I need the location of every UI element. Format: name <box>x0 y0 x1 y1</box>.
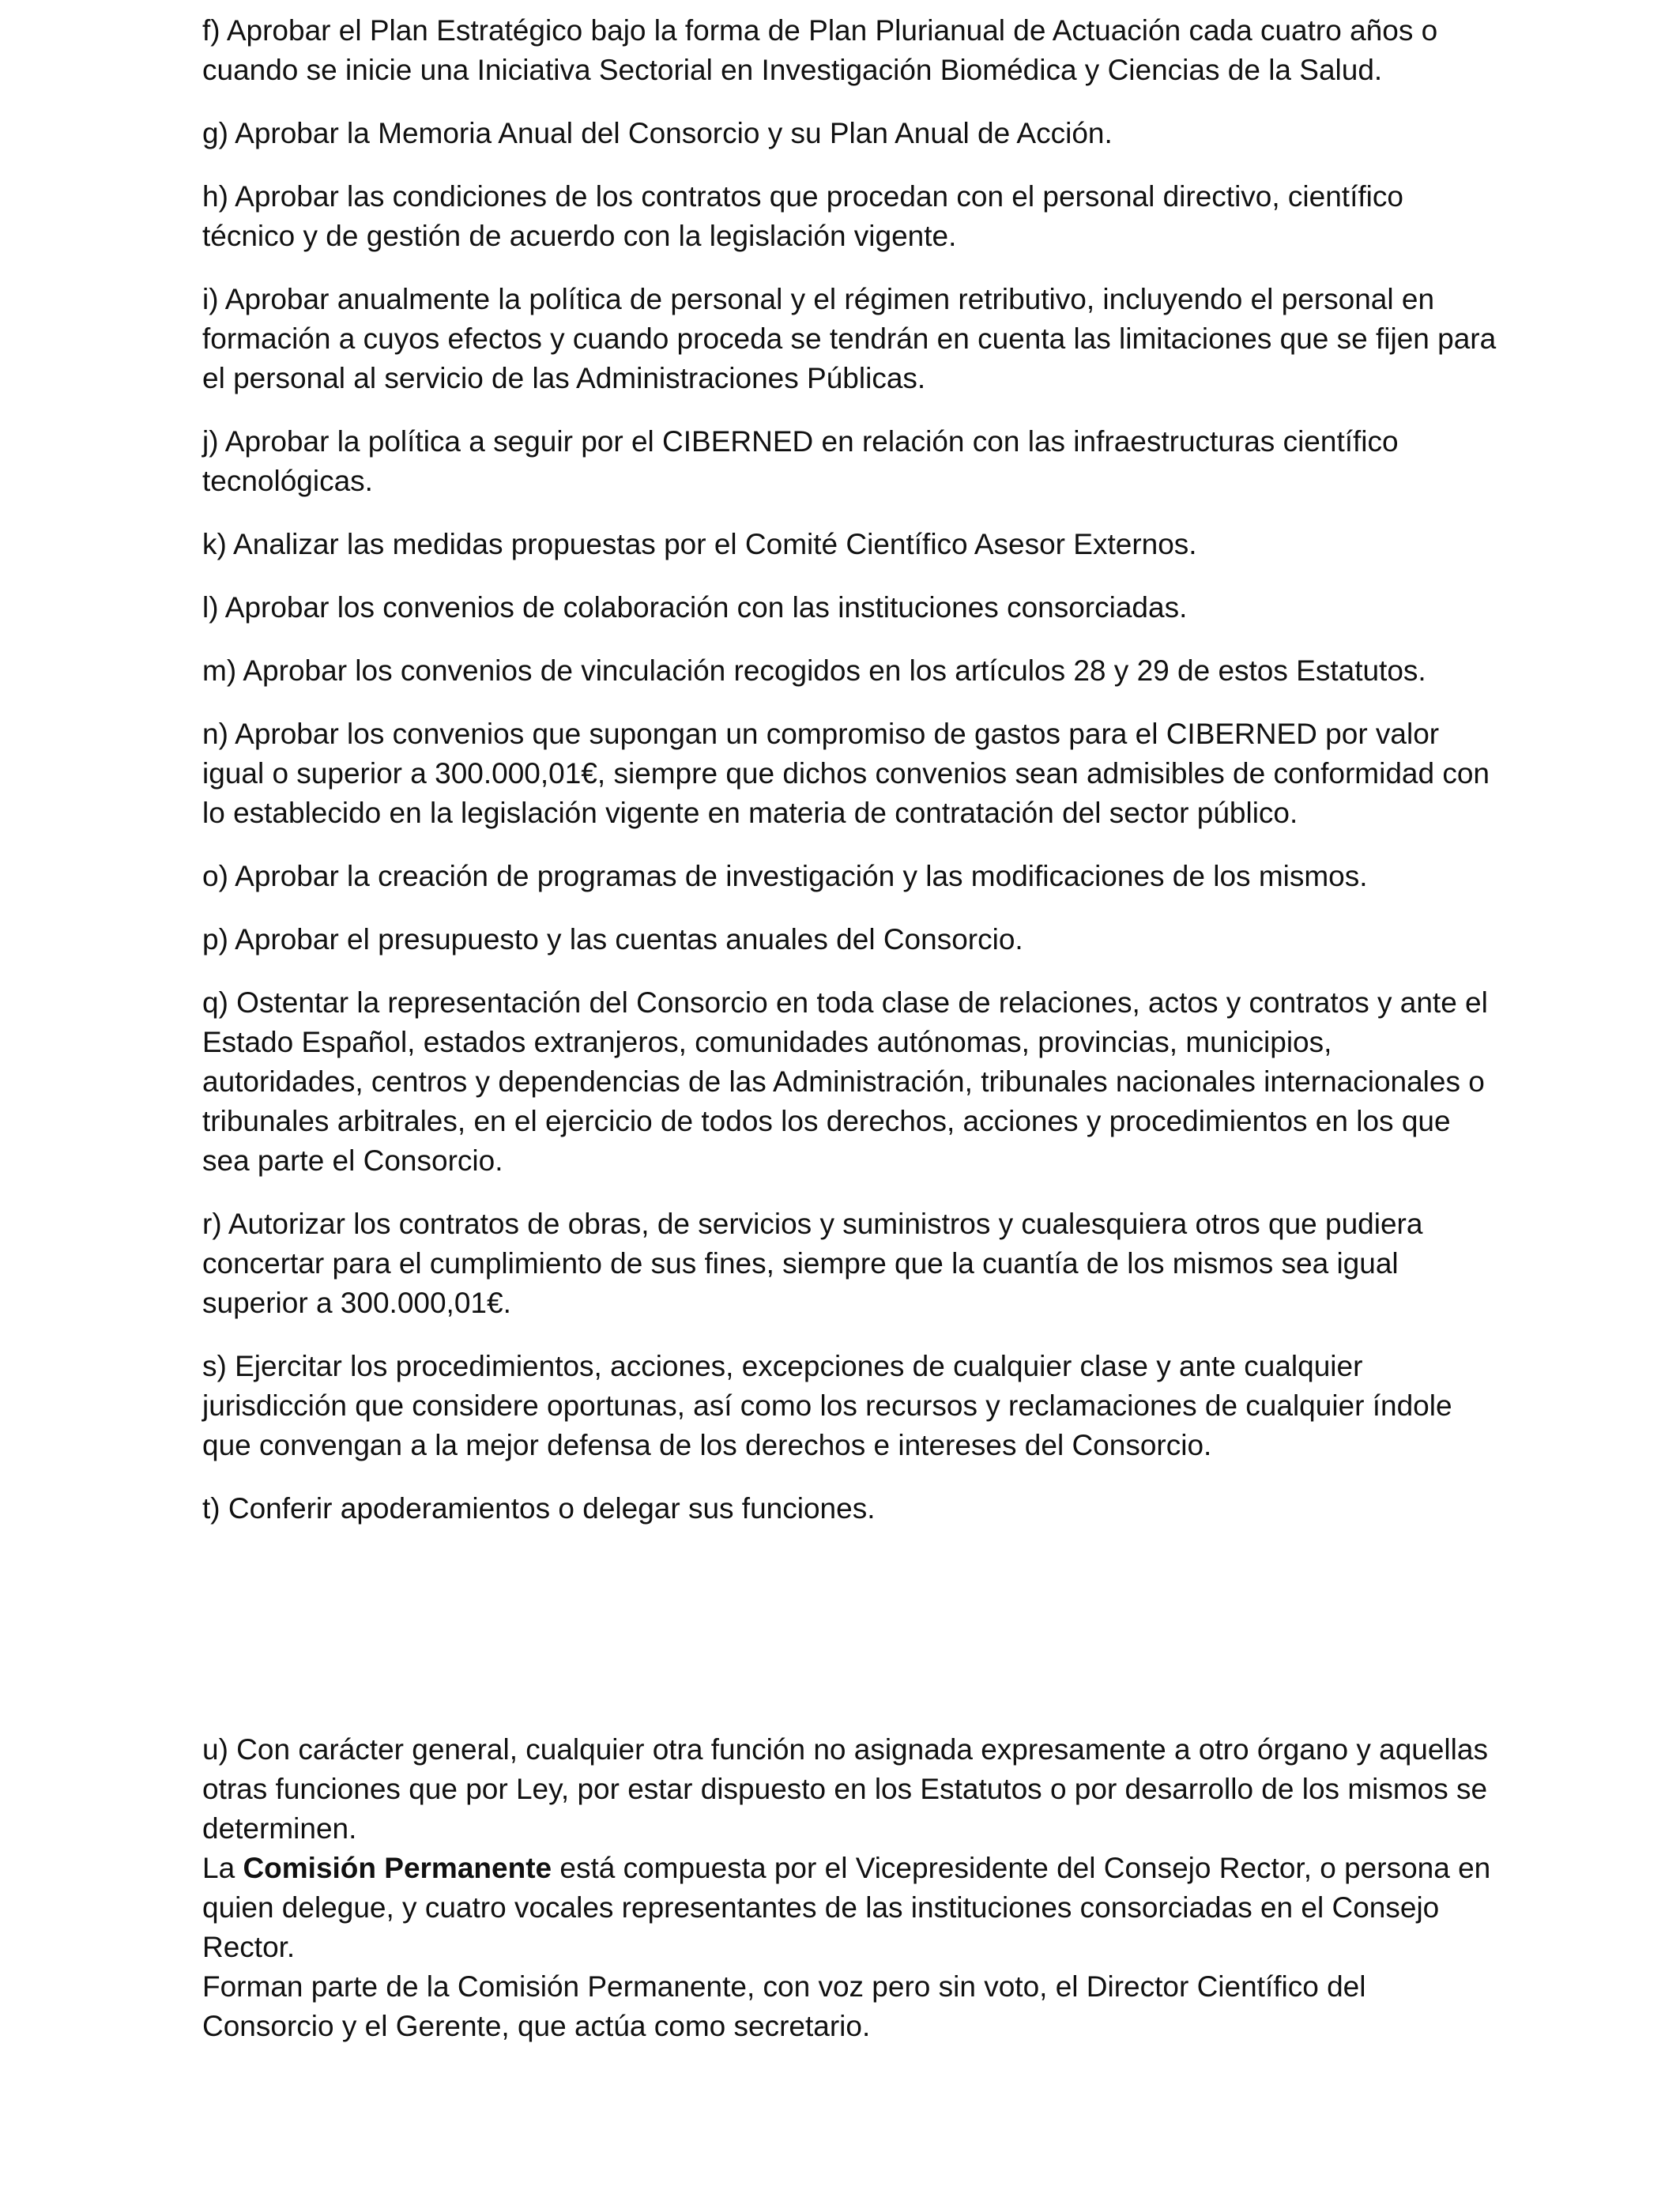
item-r: r) Autorizar los contratos de obras, de servicios y suministros y cualesquiera otros que pudiera concertar para el cumplimiento de sus fines, siempre que la cuantía de los mismos sea igual superior a 300.000,01€. <box>202 1208 1423 1319</box>
item-k: k) Analizar las medidas propuestas por el Comité Científico Asesor Externos. <box>202 528 1197 560</box>
item-l: l) Aprobar los convenios de colaboración con las instituciones consorciadas. <box>202 591 1188 624</box>
comision-bold-term: Comisión Permanente <box>243 1852 552 1884</box>
item-q: q) Ostentar la representación del Consorcio en toda clase de relaciones, actos y contratos y ante el Estado Español, estados extranjeros, comunidades autónomas, provincias, municipios, autoridades, centros y dependencias de las Administración, tribunales nacionales internacionales o tribunales arbitrales, en el ejercicio de todos los derechos, acciones y procedimientos en los que sea parte el Consorcio. <box>202 986 1488 1177</box>
item-j: j) Aprobar la política a seguir por el CIBERNED en relación con las infraestructuras científico tecnológicas. <box>202 425 1399 497</box>
item-p: p) Aprobar el presupuesto y las cuentas anuales del Consorcio. <box>202 923 1023 956</box>
item-o: o) Aprobar la creación de programas de investigación y las modificaciones de los mismos. <box>202 860 1368 892</box>
comision-rest: está compuesta por el Vicepresidente del Consejo Rector, o persona en quien delegue, y cuatro vocales representantes de las instituciones consorciadas en el Consejo Rector. <box>202 1852 1491 1963</box>
item-t: t) Conferir apoderamientos o delegar sus funciones. <box>202 1492 876 1525</box>
forman-paragraph: Forman parte de la Comisión Permanente, con voz pero sin voto, el Director Científico del Consorcio y el Gerente, que actúa como secretario. <box>202 1970 1366 2042</box>
item-m: m) Aprobar los convenios de vinculación recogidos en los artículos 28 y 29 de estos Estatutos. <box>202 654 1426 687</box>
item-h: h) Aprobar las condiciones de los contratos que procedan con el personal directivo, científico técnico y de gestión de acuerdo con la legislación vigente. <box>202 180 1403 252</box>
document-page <box>202 0 1498 2046</box>
item-i: i) Aprobar anualmente la política de personal y el régimen retributivo, incluyendo el personal en formación a cuyos efectos y cuando proceda se tendrán en cuenta las limitaciones que se fijen para el personal al servicio de las Administraciones Públicas. <box>202 283 1497 394</box>
item-s: s) Ejercitar los procedimientos, acciones, excepciones de cualquier clase y ante cualquier jurisdicción que considere oportunas, así como los recursos y reclamaciones de cualquier índole que convengan a la mejor defensa de los derechos e intereses del Consorcio. <box>202 1350 1452 1461</box>
item-g: g) Aprobar la Memoria Anual del Consorcio y su Plan Anual de Acción. <box>202 117 1113 149</box>
comision-prefix: La <box>202 1852 243 1884</box>
item-f: f) Aprobar el Plan Estratégico bajo la forma de Plan Plurianual de Actuación cada cuatro años o cuando se inicie una Iniciativa Sectorial en Investigación Biomédica y Ciencias de la Salud. <box>202 14 1438 86</box>
comision-paragraph <box>202 1849 1498 1967</box>
item-u: u) Con carácter general, cualquier otra función no asignada expresamente a otro órgano y aquellas otras funciones que por Ley, por estar dispuesto en los Estatutos o por desarrollo de los mismos se determinen. <box>202 1733 1488 1845</box>
item-n: n) Aprobar los convenios que supongan un compromiso de gastos para el CIBERNED por valor igual o superior a 300.000,01€, siempre que dichos convenios sean admisibles de conformidad con lo establecido en la legislación vigente en materia de contratación del sector público. <box>202 718 1490 829</box>
